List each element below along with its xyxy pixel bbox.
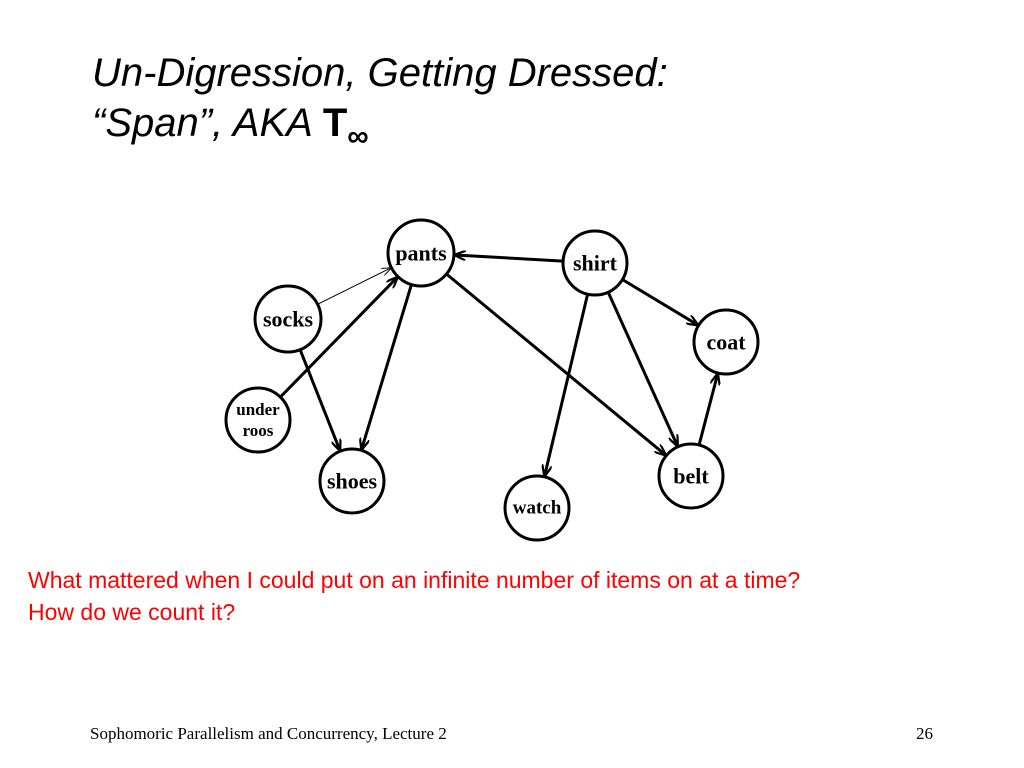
- edge-belt-to-coat: [699, 374, 718, 445]
- node-shoes-label: shoes: [326, 468, 378, 494]
- question-line-2: How do we count it?: [28, 599, 236, 625]
- graph-nodes: [226, 220, 758, 540]
- edge-pants-to-shoes: [362, 285, 412, 450]
- node-underroos-circle: [226, 388, 290, 452]
- node-watch-label: watch: [512, 497, 562, 519]
- node-belt: [659, 444, 723, 508]
- edge-shirt-to-pants: [455, 255, 563, 261]
- title-line-1: Un-Digression, Getting Dressed:: [92, 51, 668, 95]
- node-pants-label: pants: [395, 240, 447, 266]
- node-shirt: [563, 231, 627, 295]
- page-number: 26: [916, 724, 933, 743]
- node-coat: [694, 310, 758, 374]
- node-belt-label: belt: [673, 463, 709, 489]
- node-shoes: [320, 449, 384, 513]
- edge-socks-to-pants: [318, 268, 391, 304]
- node-underroos: [226, 388, 290, 452]
- node-underroos-label: roos: [242, 421, 274, 441]
- title-line-2-prefix: “Span”, AKA: [92, 101, 313, 145]
- node-pants: [388, 220, 454, 286]
- question-text: [28, 564, 800, 628]
- question-line-1: What mattered when I could put on an infinite number of items on at a time?: [28, 567, 801, 593]
- title-span-symbol: T: [322, 101, 348, 145]
- node-socks-label: socks: [262, 306, 314, 332]
- node-watch: [505, 476, 569, 540]
- edge-shirt-to-coat: [622, 280, 697, 325]
- edge-socks-to-shoes: [300, 350, 340, 451]
- node-coat-label: coat: [706, 329, 746, 355]
- node-shirt-label: shirt: [573, 250, 617, 276]
- graph-edges: [280, 255, 717, 476]
- node-socks: [255, 286, 321, 352]
- edge-shirt-to-belt: [608, 292, 677, 446]
- title-infinity-subscript: ∞: [347, 120, 369, 153]
- node-underroos-label: under: [236, 399, 280, 419]
- slide-footer: Sophomoric Parallelism and Concurrency, Lecture 2: [90, 724, 447, 743]
